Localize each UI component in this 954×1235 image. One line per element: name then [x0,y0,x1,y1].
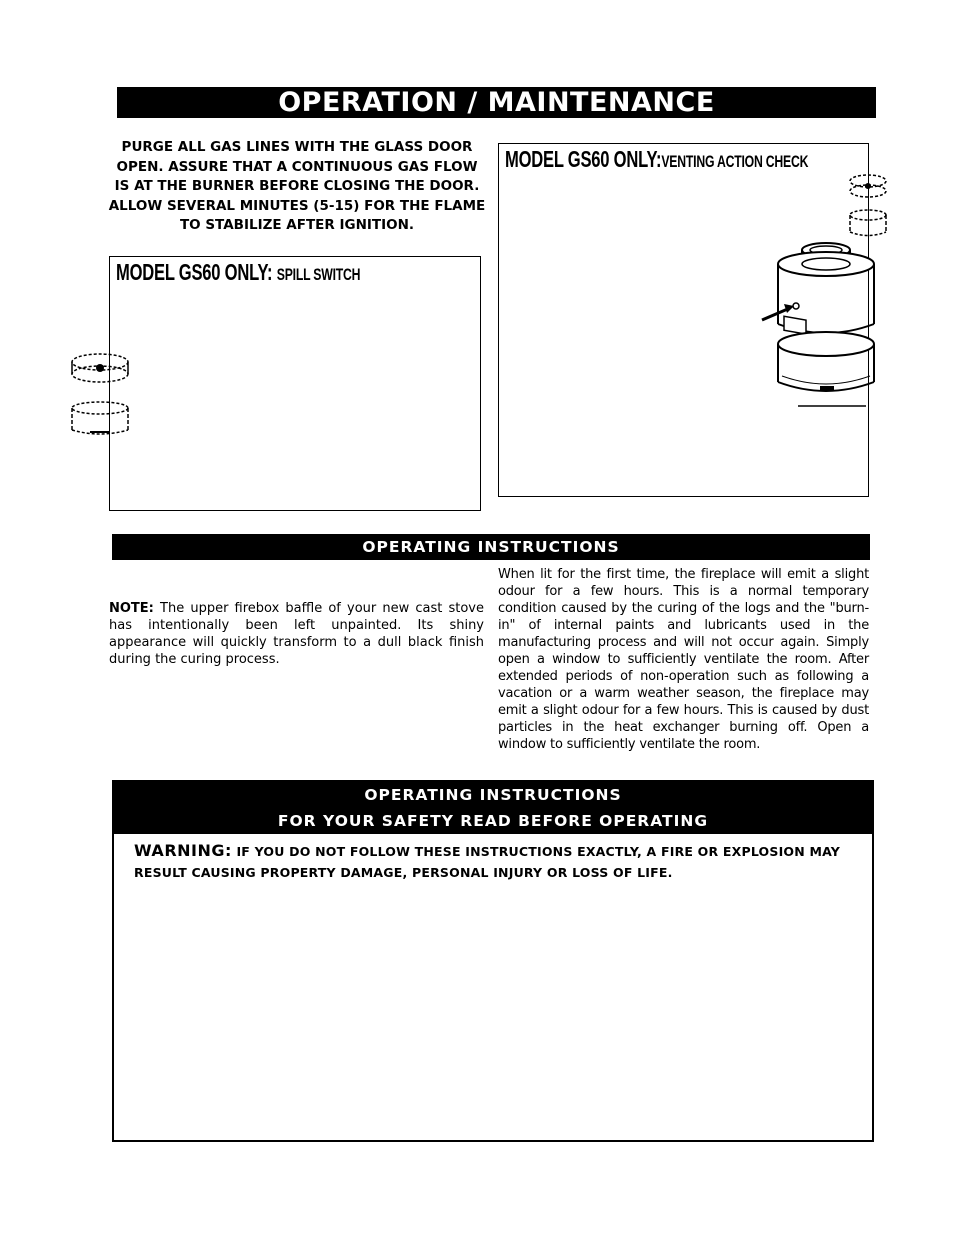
note-label: NOTE: [109,601,154,616]
safety-instructions-box [112,780,874,1142]
safety-header-line1: OPERATING INSTRUCTIONS [364,786,622,804]
spill-switch-title [116,259,360,286]
note-text: The upper firebox baffle of your new cast stove has intentionally been left unpainted. Its shiny appearance will quickly transform to a dull black finish during the curing process. [109,601,484,667]
spill-switch-section [109,256,481,511]
safety-header [114,782,872,834]
warning-label: WARNING: [134,841,232,860]
spill-switch-title-text: MODEL GS60 ONLY: [116,259,277,285]
purge-note: PURGE ALL GAS LINES WITH THE GLASS DOOR OPEN. ASSURE THAT A CONTINUOUS GAS FLOW IS AT THE BURNER BEFORE CLOSING THE DOOR. ALLOW SEVERAL MINUTES (5-15) FOR THE FLAME TO STABILIZE AFTER IGNITION. [108,139,486,233]
warning-flame-icon [848,172,888,202]
venting-check-subtitle: VENTING ACTION CHECK [661,152,809,171]
safety-header-line2: FOR YOUR SAFETY READ BEFORE OPERATING [277,812,709,830]
warning-text [134,840,859,883]
warning-flame-icon [848,208,888,242]
warning-body: IF YOU DO NOT FOLLOW THESE INSTRUCTIONS EXACTLY, A FIRE OR EXPLOSION MAY RESULT CAUSING PROPERTY DAMAGE, PERSONAL INJURY OR LOSS OF LIFE. [134,844,841,880]
venting-check-title [505,146,808,173]
first-lit-paragraph: When lit for the first time, the fireplace will emit a slight odour for a few hours. This is a normal temporary condition caused by the curing of the logs and the "burn-in" of internal paints and lubricants used in the manufacturing process and will not occur again. Simply open a window to sufficiently ventilate the room. After extended periods of non-operation such as following a vacation or a warm weather season, the fireplace may emit a slight odour for a few hours. This is caused by dust particles in the heat exchanger burning off. Open a window to sufficiently ventilate the room. [498,567,869,752]
baffle-note [109,600,484,668]
operating-instructions-bar: OPERATING INSTRUCTIONS [112,534,870,560]
warning-flame-icon [70,400,130,440]
page-title: OPERATION / MAINTENANCE [117,87,876,118]
vent-cylinder-icon [760,238,880,408]
spill-switch-subtitle: SPILL SWITCH [276,265,361,284]
warning-flame-icon [70,350,130,388]
venting-check-title-text: MODEL GS60 ONLY: [505,146,662,172]
